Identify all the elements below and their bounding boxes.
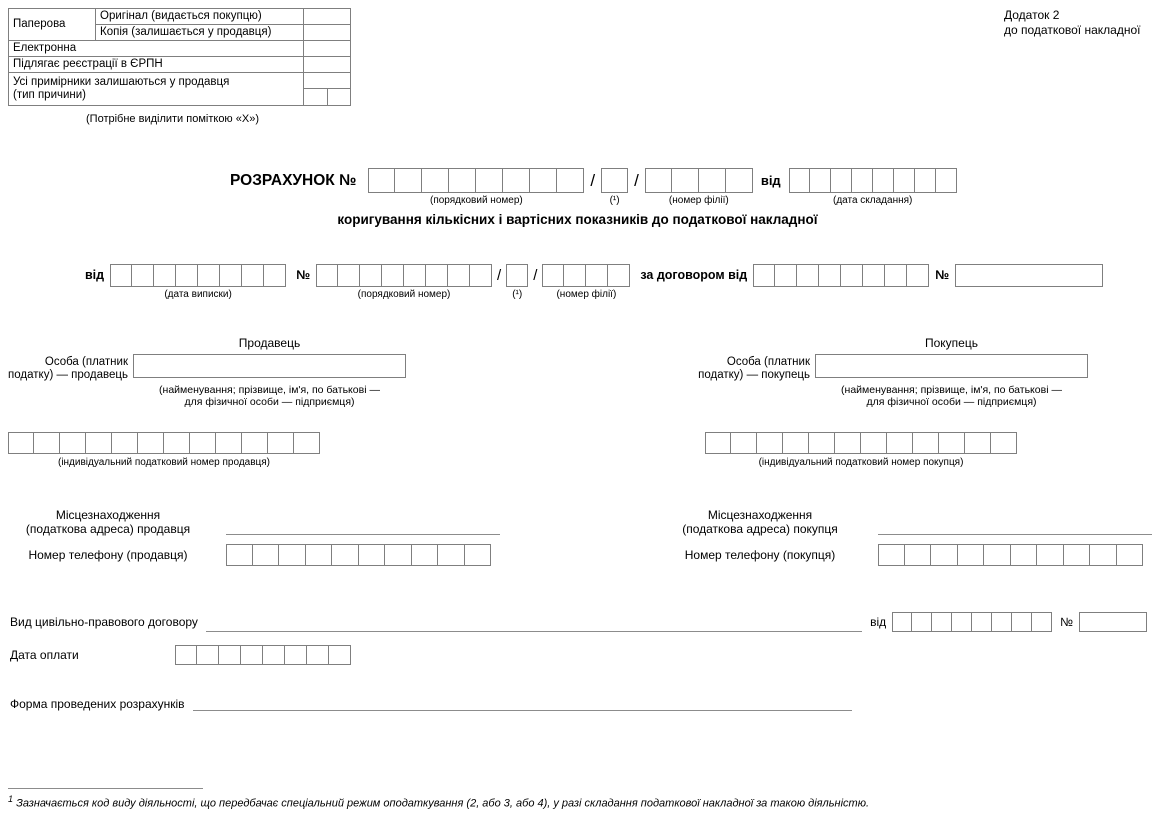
original-label: Оригінал (видається покупцю): [96, 9, 304, 25]
box-cell[interactable]: [887, 432, 913, 454]
form-title: РОЗРАХУНОК №: [230, 172, 357, 189]
seller-inn-label: (індивідуальний податковий номер продавця): [57, 457, 271, 468]
footnote-ref: 1: [8, 794, 14, 804]
box-cell[interactable]: [557, 168, 584, 193]
contract-vid-label: за договором від: [640, 268, 748, 282]
box-cell[interactable]: [972, 612, 992, 632]
box-cell[interactable]: [263, 645, 285, 665]
invoice-number-sign: №: [296, 268, 311, 282]
contract-type-label: Вид цивільно-правового договору: [10, 615, 198, 629]
box-cell[interactable]: [506, 264, 528, 287]
contract-number-input[interactable]: [955, 264, 1103, 287]
invoice-date-boxes[interactable]: [110, 264, 286, 287]
slash-separator: /: [497, 267, 502, 284]
buyer-inn-label: (індивідуальний податковий номер покупця): [758, 457, 964, 468]
box-cell[interactable]: [465, 544, 492, 566]
buyer-phone-boxes[interactable]: [878, 544, 1143, 566]
invoice-type-table: [8, 8, 351, 106]
seller-name-hint: [133, 384, 406, 408]
box-cell[interactable]: [242, 432, 268, 454]
box-cell[interactable]: [1032, 612, 1052, 632]
buyer-address-label: [660, 508, 860, 536]
box-cell[interactable]: [699, 168, 726, 193]
box-cell[interactable]: [939, 432, 965, 454]
title-date-field: [789, 168, 957, 206]
box-cell[interactable]: [885, 264, 907, 287]
box-cell[interactable]: [645, 168, 672, 193]
invoice-branch-field: [542, 264, 630, 300]
box-cell[interactable]: [60, 432, 86, 454]
box-cell[interactable]: [810, 168, 831, 193]
buyer-name-hint-line1: (найменування; прізвище, ім'я, по батькові —: [841, 384, 1062, 396]
invoice-vid-label: від: [85, 268, 105, 282]
invoice-branch-boxes[interactable]: [542, 264, 630, 287]
footnote-block: [8, 788, 1148, 810]
seller-header: Продавець: [238, 336, 301, 350]
buyer-phone-label: Номер телефону (покупця): [684, 548, 836, 562]
box-cell[interactable]: [449, 168, 476, 193]
box-cell[interactable]: [992, 612, 1012, 632]
buyer-name-input[interactable]: [815, 354, 1088, 378]
seller-inn-field: [8, 432, 320, 468]
buyer-name-hint: [815, 384, 1088, 408]
box-cell[interactable]: [608, 264, 630, 287]
buyer-person-label: Особа (платник податку) — покупець: [698, 356, 810, 381]
electronic-label: Електронна: [9, 41, 304, 57]
box-cell[interactable]: [542, 264, 564, 287]
title-date-boxes[interactable]: [789, 168, 957, 193]
box-cell[interactable]: [385, 544, 412, 566]
contract-type-row: [10, 612, 1147, 632]
payment-date-row: [10, 645, 351, 665]
box-cell[interactable]: [198, 264, 220, 287]
box-cell[interactable]: [242, 264, 264, 287]
title-serial-field: [368, 168, 584, 206]
box-cell[interactable]: [912, 612, 932, 632]
buyer-inn-field: [705, 432, 1017, 468]
appendix-line2: до податкової накладної: [1004, 23, 1141, 37]
box-cell[interactable]: [220, 264, 242, 287]
seller-phone-boxes[interactable]: [226, 544, 491, 566]
title-row: [230, 168, 957, 206]
box-cell[interactable]: [878, 544, 905, 566]
box-cell[interactable]: [958, 544, 985, 566]
contract-type-number-sign: №: [1060, 615, 1073, 629]
checkbox-erpn[interactable]: [304, 57, 351, 73]
erpn-label: Підлягає реєстрації в ЄРПН: [9, 57, 304, 73]
box-cell[interactable]: [382, 264, 404, 287]
box-cell[interactable]: [190, 432, 216, 454]
box-cell[interactable]: [285, 645, 307, 665]
box-cell[interactable]: [931, 544, 958, 566]
settlement-label: Форма проведених розрахунків: [10, 697, 185, 711]
box-cell[interactable]: [219, 645, 241, 665]
invoice-ref-label: (¹): [512, 289, 523, 300]
all-copies-label: [9, 73, 304, 106]
seller-person-label: Особа (платник податку) — продавець: [8, 356, 128, 381]
box-cell[interactable]: [438, 544, 465, 566]
box-cell[interactable]: [913, 432, 939, 454]
title-serial-boxes[interactable]: [368, 168, 584, 193]
seller-address-label-line2: (податкова адреса) продавця: [25, 522, 191, 536]
box-cell[interactable]: [863, 264, 885, 287]
buyer-inn-boxes[interactable]: [705, 432, 1017, 454]
box-cell[interactable]: [894, 168, 915, 193]
box-cell[interactable]: [307, 645, 329, 665]
box-cell[interactable]: [726, 168, 753, 193]
box-cell[interactable]: [197, 645, 219, 665]
invoice-branch-label: (номер філії): [556, 289, 617, 300]
box-cell[interactable]: [448, 264, 470, 287]
box-cell[interactable]: [279, 544, 306, 566]
reason-type-cell-1[interactable]: [304, 89, 328, 105]
invoice-date-field: [110, 264, 286, 300]
invoice-serial-field: [316, 264, 492, 300]
box-cell[interactable]: [586, 264, 608, 287]
box-cell[interactable]: [404, 264, 426, 287]
box-cell[interactable]: [809, 432, 835, 454]
box-cell[interactable]: [672, 168, 699, 193]
box-cell[interactable]: [176, 264, 198, 287]
box-cell[interactable]: [112, 432, 138, 454]
box-cell[interactable]: [34, 432, 60, 454]
buyer-section: [690, 336, 1150, 408]
contract-type-number-input[interactable]: [1079, 612, 1147, 632]
box-cell[interactable]: [110, 264, 132, 287]
checkbox-copy[interactable]: [304, 25, 351, 41]
box-cell[interactable]: [905, 544, 932, 566]
title-branch-label: (номер філії): [668, 195, 729, 206]
box-cell[interactable]: [175, 645, 197, 665]
appendix-line1: Додаток 2: [1004, 8, 1060, 22]
slash-separator: /: [590, 171, 596, 190]
box-cell[interactable]: [1012, 612, 1032, 632]
box-cell[interactable]: [1117, 544, 1144, 566]
invoice-ref-field: [506, 264, 528, 300]
invoice-serial-label: (порядковий номер): [357, 289, 451, 300]
buyer-address-input-line[interactable]: [878, 531, 1152, 535]
box-cell[interactable]: [819, 264, 841, 287]
box-cell[interactable]: [503, 168, 530, 193]
box-cell[interactable]: [892, 612, 912, 632]
box-cell[interactable]: [841, 264, 863, 287]
appendix-block: [1004, 8, 1140, 38]
box-cell[interactable]: [907, 264, 929, 287]
slash-separator: /: [634, 171, 639, 190]
title-ref-field: [601, 168, 628, 206]
box-cell[interactable]: [1037, 544, 1064, 566]
box-cell[interactable]: [932, 612, 952, 632]
seller-name-hint-line2: для фізичної особи — підприємця): [184, 396, 355, 408]
contract-type-date-boxes[interactable]: [892, 612, 1052, 632]
seller-section: [8, 336, 468, 408]
buyer-address-block: [660, 508, 1152, 566]
paper-label: Паперова: [9, 9, 96, 41]
seller-name-hint-line1: (найменування; прізвище, ім'я, по батькові —: [159, 384, 380, 396]
buyer-address-label-line2: (податкова адреса) покупця: [682, 522, 838, 536]
box-cell[interactable]: [253, 544, 280, 566]
copy-label: Копія (залишається у продавця): [96, 25, 304, 41]
box-cell[interactable]: [338, 264, 360, 287]
box-cell[interactable]: [564, 264, 586, 287]
box-cell[interactable]: [164, 432, 190, 454]
box-cell[interactable]: [294, 432, 320, 454]
invoice-serial-boxes[interactable]: [316, 264, 492, 287]
box-cell[interactable]: [132, 264, 154, 287]
box-cell[interactable]: [991, 432, 1017, 454]
title-date-label: (дата складання): [832, 195, 913, 206]
contract-number-sign: №: [935, 268, 950, 282]
checkbox-electronic[interactable]: [304, 41, 351, 57]
box-cell[interactable]: [873, 168, 894, 193]
box-cell[interactable]: [861, 432, 887, 454]
reason-type-cells: [304, 73, 351, 106]
mark-note: (Потрібне виділити поміткою «Х»): [86, 113, 259, 125]
box-cell[interactable]: [1011, 544, 1038, 566]
box-cell[interactable]: [226, 544, 253, 566]
box-cell[interactable]: [316, 264, 338, 287]
seller-address-input-line[interactable]: [226, 531, 500, 535]
footnote-text: [8, 794, 1148, 810]
box-cell[interactable]: [138, 432, 164, 454]
box-cell[interactable]: [426, 264, 448, 287]
buyer-address-label-line1: Місцезнаходження: [707, 508, 813, 522]
title-vid-label: від: [760, 173, 781, 188]
box-cell[interactable]: [395, 168, 422, 193]
box-cell[interactable]: [332, 544, 359, 566]
box-cell[interactable]: [360, 264, 382, 287]
invoice-ref-box[interactable]: [506, 264, 528, 287]
box-cell[interactable]: [965, 432, 991, 454]
box-cell[interactable]: [783, 432, 809, 454]
payment-date-boxes[interactable]: [175, 645, 351, 665]
contract-date-boxes[interactable]: [753, 264, 929, 287]
all-copies-line1: Усі примірники залишаються у продавця: [13, 76, 230, 88]
box-cell[interactable]: [731, 432, 757, 454]
box-cell[interactable]: [264, 264, 286, 287]
box-cell[interactable]: [476, 168, 503, 193]
box-cell[interactable]: [154, 264, 176, 287]
title-branch-boxes[interactable]: [645, 168, 753, 193]
box-cell[interactable]: [915, 168, 936, 193]
box-cell[interactable]: [412, 544, 439, 566]
box-cell[interactable]: [422, 168, 449, 193]
box-cell[interactable]: [329, 645, 351, 665]
checkbox-all-copies[interactable]: [304, 73, 350, 89]
seller-address-label: [8, 508, 208, 536]
box-cell[interactable]: [775, 264, 797, 287]
box-cell[interactable]: [470, 264, 492, 287]
footnote-divider: [8, 788, 203, 789]
invoice-date-label: (дата виписки): [164, 289, 232, 300]
box-cell[interactable]: [852, 168, 873, 193]
box-cell[interactable]: [835, 432, 861, 454]
title-ref-label: (¹): [609, 195, 620, 206]
footnote-body: Зазначається код виду діяльності, що передбачає спеціальний режим оподаткування (2, або 3, або 4), у разі складання податкової накладної за такою діяльністю.: [16, 797, 870, 810]
slash-separator: /: [533, 267, 538, 284]
reason-type-cell-2[interactable]: [328, 89, 351, 105]
buyer-name-hint-line2: для фізичної особи — підприємця): [866, 396, 1037, 408]
buyer-header: Покупець: [925, 336, 978, 350]
box-cell[interactable]: [1090, 544, 1117, 566]
box-cell[interactable]: [216, 432, 242, 454]
box-cell[interactable]: [705, 432, 731, 454]
seller-inn-boxes[interactable]: [8, 432, 320, 454]
seller-address-label-line1: Місцезнаходження: [55, 508, 161, 522]
box-cell[interactable]: [8, 432, 34, 454]
seller-phone-label: Номер телефону (продавця): [28, 548, 188, 562]
settlement-row: [10, 697, 860, 711]
title-serial-label: (порядковий номер): [429, 195, 523, 206]
title-branch-field: [645, 168, 753, 206]
title-ref-box[interactable]: [601, 168, 628, 193]
box-cell[interactable]: [757, 432, 783, 454]
box-cell[interactable]: [530, 168, 557, 193]
settlement-input-line[interactable]: [193, 706, 852, 711]
invoice-reference-row: [85, 264, 1103, 300]
box-cell[interactable]: [359, 544, 386, 566]
box-cell[interactable]: [789, 168, 810, 193]
box-cell[interactable]: [831, 168, 852, 193]
box-cell[interactable]: [368, 168, 395, 193]
contract-type-input-line[interactable]: [206, 627, 862, 632]
form-subtitle: коригування кількісних і вартісних показників до податкової накладної: [337, 212, 818, 227]
seller-address-block: [8, 508, 500, 566]
box-cell[interactable]: [1064, 544, 1091, 566]
box-cell[interactable]: [306, 544, 333, 566]
contract-type-vid-label: від: [870, 615, 887, 629]
box-cell[interactable]: [952, 612, 972, 632]
payment-date-label: Дата оплати: [10, 648, 79, 662]
box-cell[interactable]: [241, 645, 263, 665]
reason-type-label: (тип причини): [13, 89, 87, 101]
seller-name-input[interactable]: [133, 354, 406, 378]
box-cell[interactable]: [268, 432, 294, 454]
box-cell[interactable]: [86, 432, 112, 454]
box-cell[interactable]: [601, 168, 628, 193]
checkbox-original[interactable]: [304, 9, 351, 25]
box-cell[interactable]: [797, 264, 819, 287]
box-cell[interactable]: [753, 264, 775, 287]
box-cell[interactable]: [936, 168, 957, 193]
box-cell[interactable]: [984, 544, 1011, 566]
